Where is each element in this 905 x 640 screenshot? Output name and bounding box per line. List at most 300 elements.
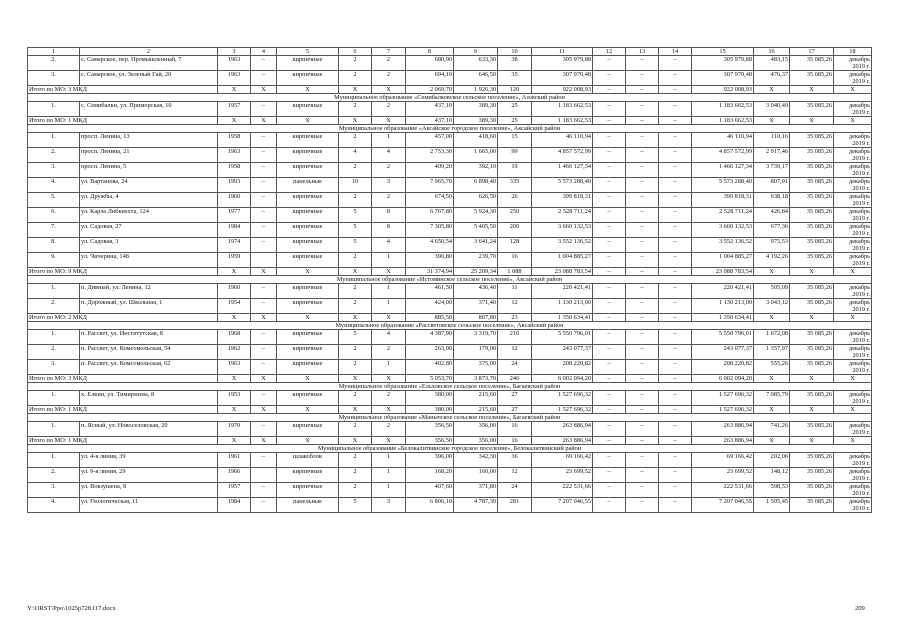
wall-material: панельные [277, 498, 339, 513]
repair-cost: 307 970,48 [532, 71, 593, 86]
unit-cost: 426,84 [754, 208, 790, 223]
living-area: 371,80 [454, 483, 498, 498]
living-area: 215,60 [454, 391, 498, 406]
address: п. Рассвет, ул. Комсомольская, 62 [80, 360, 218, 375]
total-a8: 380,00 [406, 406, 454, 414]
table-row [28, 253, 872, 268]
wall-material: кирпичные [277, 284, 339, 299]
total-c14: – [659, 406, 692, 414]
floors: 5 [339, 330, 372, 345]
col-4: – [251, 56, 277, 71]
total-c13: – [626, 406, 659, 414]
floors: 2 [339, 468, 372, 483]
table-row [28, 71, 872, 86]
column-number: 13 [626, 48, 659, 56]
repair-cost: 3 660 132,53 [532, 223, 593, 238]
total-c15: 23 088 783,54 [692, 268, 754, 276]
address: ул. Вокзушена, 8 [80, 483, 218, 498]
address: ул. Геологическая, 11 [80, 498, 218, 513]
unit-cost: 638,18 [754, 193, 790, 208]
total-area: 2 753,30 [406, 148, 454, 163]
municipality-title: Муниципальное образование «Аксайское городское поселение», Аксайский район [28, 125, 872, 133]
repair-cost: 1 004 885,27 [532, 253, 593, 268]
total-c17: X [790, 268, 834, 276]
total-c5: X [277, 437, 339, 445]
col-14: – [659, 56, 692, 71]
living-area: 356,00 [454, 422, 498, 437]
residents: 250 [498, 208, 532, 223]
unit-cost: 741,26 [754, 422, 790, 437]
col-12: – [593, 208, 626, 223]
col-12: – [593, 133, 626, 148]
address: с. Семибалки, ул. Приморская, 10 [80, 102, 218, 117]
residents: 200 [498, 223, 532, 238]
cost-total: 399 818,31 [692, 193, 754, 208]
total-label: Итого по МО: 1 МКД [28, 406, 218, 414]
floors: 5 [339, 238, 372, 253]
col-13: – [626, 148, 659, 163]
unit-cost: 4 192,26 [754, 253, 790, 268]
living-area: 5 924,30 [454, 208, 498, 223]
table-row [28, 330, 872, 345]
col-13: – [626, 483, 659, 498]
deadline: декабрь 2019 г. [834, 133, 872, 148]
col-13: – [626, 71, 659, 86]
entrances: 1 [372, 453, 406, 468]
unit-cost: 1 505,45 [754, 498, 790, 513]
col-13: – [626, 178, 659, 193]
repair-cost: 1 527 696,32 [532, 391, 593, 406]
total-label: Итого по МО: 1 МКД [28, 117, 218, 125]
total-c12: – [593, 268, 626, 276]
total-c7: X [372, 375, 406, 383]
unit-cost: 677,36 [754, 223, 790, 238]
col-4: – [251, 238, 277, 253]
cost-total: 305 979,88 [692, 56, 754, 71]
build-year: 1966 [218, 468, 251, 483]
col-4: – [251, 284, 277, 299]
total-c18: X [834, 117, 872, 125]
total-c13: – [626, 117, 659, 125]
floors: 2 [339, 422, 372, 437]
total-c17: X [790, 314, 834, 322]
total-a9: 807,80 [454, 314, 498, 322]
build-year: 1963 [218, 360, 251, 375]
unit-cost: 3 739,17 [754, 163, 790, 178]
total-a9: 215,60 [454, 406, 498, 414]
table-row [28, 178, 872, 193]
cost-total: 1 004 885,27 [692, 253, 754, 268]
wall-material: кирпичные [277, 238, 339, 253]
col-14: – [659, 102, 692, 117]
col-12: – [593, 56, 626, 71]
total-c12: – [593, 86, 626, 94]
col-12: – [593, 360, 626, 375]
repair-cost: 208 220,82 [532, 360, 593, 375]
column-number: 16 [754, 48, 790, 56]
table-row [28, 193, 872, 208]
total-c7: X [372, 268, 406, 276]
total-p: 25 [498, 117, 532, 125]
col-12: – [593, 193, 626, 208]
unit-cost: 483,15 [754, 56, 790, 71]
max-unit-cost: 35 085,26 [790, 163, 834, 178]
row-number: 2. [28, 345, 80, 360]
total-c16: X [754, 117, 790, 125]
col-13: – [626, 391, 659, 406]
col-4: – [251, 330, 277, 345]
total-row [28, 437, 872, 445]
column-number: 12 [593, 48, 626, 56]
max-unit-cost: 35 085,26 [790, 56, 834, 71]
total-c6: X [339, 314, 372, 322]
build-year: 1959 [218, 253, 251, 268]
col-14: – [659, 193, 692, 208]
cost-total: 307 970,48 [692, 71, 754, 86]
col-4: – [251, 102, 277, 117]
col-4: – [251, 299, 277, 314]
col-14: – [659, 468, 692, 483]
max-unit-cost: 35 085,26 [790, 71, 834, 86]
row-number: 7. [28, 223, 80, 238]
unit-cost: 505,09 [754, 284, 790, 299]
total-c18: X [834, 375, 872, 383]
cost-total: 243 077,37 [692, 345, 754, 360]
address: п. Ясный, ул. Новоселовская, 20 [80, 422, 218, 437]
total-a8: 31 374,94 [406, 268, 454, 276]
col-13: – [626, 360, 659, 375]
row-number: 1. [28, 284, 80, 299]
total-c4: X [251, 406, 277, 414]
table-row [28, 208, 872, 223]
table-row [28, 133, 872, 148]
wall-material: кирпичные [277, 391, 339, 406]
col-12: – [593, 391, 626, 406]
total-sum: 23 088 783,54 [532, 268, 593, 276]
total-p: 1 088 [498, 268, 532, 276]
unit-cost: 148,12 [754, 468, 790, 483]
unit-cost: 598,53 [754, 483, 790, 498]
total-c13: – [626, 86, 659, 94]
column-number: 6 [339, 48, 372, 56]
total-c4: X [251, 314, 277, 322]
total-c14: – [659, 86, 692, 94]
repair-cost: 305 979,88 [532, 56, 593, 71]
total-c5: X [277, 117, 339, 125]
living-area: 3 319,70 [454, 330, 498, 345]
max-unit-cost: 35 085,26 [790, 299, 834, 314]
build-year: 1984 [218, 223, 251, 238]
total-c18: X [834, 86, 872, 94]
col-14: – [659, 284, 692, 299]
unit-cost: 1 672,08 [754, 330, 790, 345]
total-c12: – [593, 117, 626, 125]
entrances: 1 [372, 133, 406, 148]
unit-cost: 555,26 [754, 360, 790, 375]
total-row [28, 117, 872, 125]
build-year: 1961 [218, 453, 251, 468]
total-a9: 25 209,34 [454, 268, 498, 276]
col-4: – [251, 133, 277, 148]
total-p: 23 [498, 314, 532, 322]
col-4: – [251, 360, 277, 375]
residents: 12 [498, 345, 532, 360]
total-area: 409,20 [406, 163, 454, 178]
build-year: 1954 [218, 299, 251, 314]
municipality-header-row [28, 414, 872, 422]
total-c3: X [218, 375, 251, 383]
deadline: декабрь 2019 г. [834, 102, 872, 117]
total-c13: – [626, 375, 659, 383]
entrances: 2 [372, 391, 406, 406]
entrances: 8 [372, 208, 406, 223]
table-row [28, 345, 872, 360]
unit-cost: 2 917,46 [754, 148, 790, 163]
repair-cost: 5 573 288,40 [532, 178, 593, 193]
total-area: 380,00 [406, 391, 454, 406]
col-12: – [593, 483, 626, 498]
wall-material: панельные [277, 178, 339, 193]
total-c17: X [790, 117, 834, 125]
col-12: – [593, 148, 626, 163]
col-4: – [251, 498, 277, 513]
cost-total: 220 421,41 [692, 284, 754, 299]
row-number: 1. [28, 422, 80, 437]
row-number: 1. [28, 453, 80, 468]
build-year: 1963 [218, 148, 251, 163]
col-4: – [251, 163, 277, 178]
total-c7: X [372, 117, 406, 125]
residents: 335 [498, 178, 532, 193]
col-13: – [626, 284, 659, 299]
address: с. Самарское, ул. Зеленый Гай, 20 [80, 71, 218, 86]
living-area: 436,40 [454, 284, 498, 299]
residents: 16 [498, 422, 532, 437]
cost-total: 1 527 696,32 [692, 391, 754, 406]
wall-material: кирпичные [277, 223, 339, 238]
col-4: – [251, 483, 277, 498]
deadline: декабрь 2019 г. [834, 71, 872, 86]
total-c4: X [251, 375, 277, 383]
total-row [28, 314, 872, 322]
address: ул. Садовая, 27 [80, 223, 218, 238]
total-c12: – [593, 406, 626, 414]
build-year: 1957 [218, 483, 251, 498]
total-c14: – [659, 117, 692, 125]
wall-material: кирпичные [277, 345, 339, 360]
unit-cost: 476,37 [754, 71, 790, 86]
repair-cost: 69 166,42 [532, 453, 593, 468]
total-c12: – [593, 375, 626, 383]
total-c5: X [277, 406, 339, 414]
table-row [28, 238, 872, 253]
deadline: декабрь 2019 г. [834, 148, 872, 163]
wall-material: кирпичные [277, 148, 339, 163]
total-c3: X [218, 117, 251, 125]
total-area: 437,10 [406, 102, 454, 117]
table-row [28, 56, 872, 71]
total-c6: X [339, 375, 372, 383]
address: ул. Дружбы, 4 [80, 193, 218, 208]
cost-total: 5 550 796,01 [692, 330, 754, 345]
entrances: 4 [372, 330, 406, 345]
total-c6: X [339, 437, 372, 445]
col-12: – [593, 253, 626, 268]
col-13: – [626, 330, 659, 345]
total-c18: X [834, 406, 872, 414]
residents: 12 [498, 468, 532, 483]
entrances: 2 [372, 422, 406, 437]
total-c5: X [277, 375, 339, 383]
deadline: декабрь 2019 г. [834, 208, 872, 223]
address: с. Самарское, пер. Промышленный, 7 [80, 56, 218, 71]
row-number: 8. [28, 238, 80, 253]
municipality-header-row [28, 125, 872, 133]
row-number: 1. [28, 391, 80, 406]
max-unit-cost: 35 085,26 [790, 193, 834, 208]
total-c5: X [277, 86, 339, 94]
max-unit-cost: 35 085,26 [790, 148, 834, 163]
total-c18: X [834, 314, 872, 322]
deadline: декабрь 2019 г. [834, 163, 872, 178]
total-c6: X [339, 268, 372, 276]
total-c4: X [251, 437, 277, 445]
wall-material: кирпичные [277, 253, 339, 268]
total-label: Итого по МО: 2 МКД [28, 314, 218, 322]
max-unit-cost: 35 085,26 [790, 223, 834, 238]
row-number: 3. [28, 163, 80, 178]
address: ул. Садовая, 3 [80, 238, 218, 253]
col-12: – [593, 71, 626, 86]
address: п. Дивный, ул. Ленина, 12 [80, 284, 218, 299]
repair-cost: 1 130 213,00 [532, 299, 593, 314]
deadline: декабрь 2019 г. [834, 284, 872, 299]
living-area: 4 787,30 [454, 498, 498, 513]
wall-material: кирпичные [277, 299, 339, 314]
total-c16: X [754, 375, 790, 383]
total-c3: X [218, 437, 251, 445]
max-unit-cost: 35 085,26 [790, 102, 834, 117]
deadline: декабрь 2019 г. [834, 330, 872, 345]
repair-cost: 399 818,31 [532, 193, 593, 208]
address: ул. 9-я линия, 29 [80, 468, 218, 483]
cost-total: 23 699,52 [692, 468, 754, 483]
total-c15: 6 002 094,20 [692, 375, 754, 383]
col-12: – [593, 163, 626, 178]
total-sum: 1 527 696,32 [532, 406, 593, 414]
total-c14: – [659, 314, 692, 322]
total-c6: X [339, 406, 372, 414]
residents: 99 [498, 148, 532, 163]
floors: 2 [339, 133, 372, 148]
build-year: 1960 [218, 284, 251, 299]
entrances: 3 [372, 178, 406, 193]
total-c7: X [372, 314, 406, 322]
total-p: 246 [498, 375, 532, 383]
total-c16: X [754, 268, 790, 276]
living-area: 633,30 [454, 56, 498, 71]
repair-cost: 4 857 572,99 [532, 148, 593, 163]
repair-cost: 1 466 127,34 [532, 163, 593, 178]
total-c18: X [834, 268, 872, 276]
col-13: – [626, 468, 659, 483]
floors: 2 [339, 163, 372, 178]
build-year: 1977 [218, 208, 251, 223]
unit-cost: 975,53 [754, 238, 790, 253]
row-number: 1. [28, 133, 80, 148]
total-p: 16 [498, 437, 532, 445]
floors: 10 [339, 178, 372, 193]
total-area: 680,90 [406, 56, 454, 71]
max-unit-cost: 35 085,26 [790, 422, 834, 437]
col-14: – [659, 360, 692, 375]
cost-total: 69 166,42 [692, 453, 754, 468]
living-area: 375,00 [454, 360, 498, 375]
max-unit-cost: 35 085,26 [790, 330, 834, 345]
deadline: декабрь 2019 г. [834, 498, 872, 513]
living-area: 646,50 [454, 71, 498, 86]
col-13: – [626, 133, 659, 148]
wall-material: кирпичные [277, 360, 339, 375]
build-year: 1984 [218, 498, 251, 513]
col-12: – [593, 498, 626, 513]
total-sum: 1 183 662,53 [532, 117, 593, 125]
residents: 210 [498, 330, 532, 345]
build-year: 1958 [218, 133, 251, 148]
col-14: – [659, 345, 692, 360]
address: просп. Ленина, 5 [80, 163, 218, 178]
table-row [28, 468, 872, 483]
table-row [28, 391, 872, 406]
col-14: – [659, 71, 692, 86]
total-a8: 2 069,70 [406, 86, 454, 94]
deadline: декабрь 2019 г. [834, 422, 872, 437]
total-a9: 356,00 [454, 437, 498, 445]
table-row [28, 422, 872, 437]
col-4: – [251, 148, 277, 163]
table-row [28, 102, 872, 117]
entrances: 1 [372, 360, 406, 375]
living-area: 342,30 [454, 453, 498, 468]
cost-total: 3 552 136,52 [692, 238, 754, 253]
row-number: 1. [28, 102, 80, 117]
total-area: 424,00 [406, 299, 454, 314]
total-sum: 263 886,94 [532, 437, 593, 445]
table-row [28, 148, 872, 163]
total-a9: 1 926,30 [454, 86, 498, 94]
total-c18: X [834, 437, 872, 445]
row-number: 4. [28, 178, 80, 193]
col-13: – [626, 422, 659, 437]
entrances: 4 [372, 148, 406, 163]
column-number-row [28, 48, 872, 56]
residents: 26 [498, 193, 532, 208]
unit-cost: 1 357,97 [754, 345, 790, 360]
total-label: Итого по МО: 1 МКД [28, 437, 218, 445]
living-area: 5 405,50 [454, 223, 498, 238]
build-year: 1962 [218, 345, 251, 360]
total-row [28, 268, 872, 276]
residents: 35 [498, 71, 532, 86]
municipality-header-row [28, 276, 872, 284]
total-row [28, 375, 872, 383]
col-14: – [659, 148, 692, 163]
total-sum: 6 002 094,20 [532, 375, 593, 383]
residents: 24 [498, 360, 532, 375]
wall-material: кирпичные [277, 208, 339, 223]
total-c12: – [593, 314, 626, 322]
col-4: – [251, 391, 277, 406]
